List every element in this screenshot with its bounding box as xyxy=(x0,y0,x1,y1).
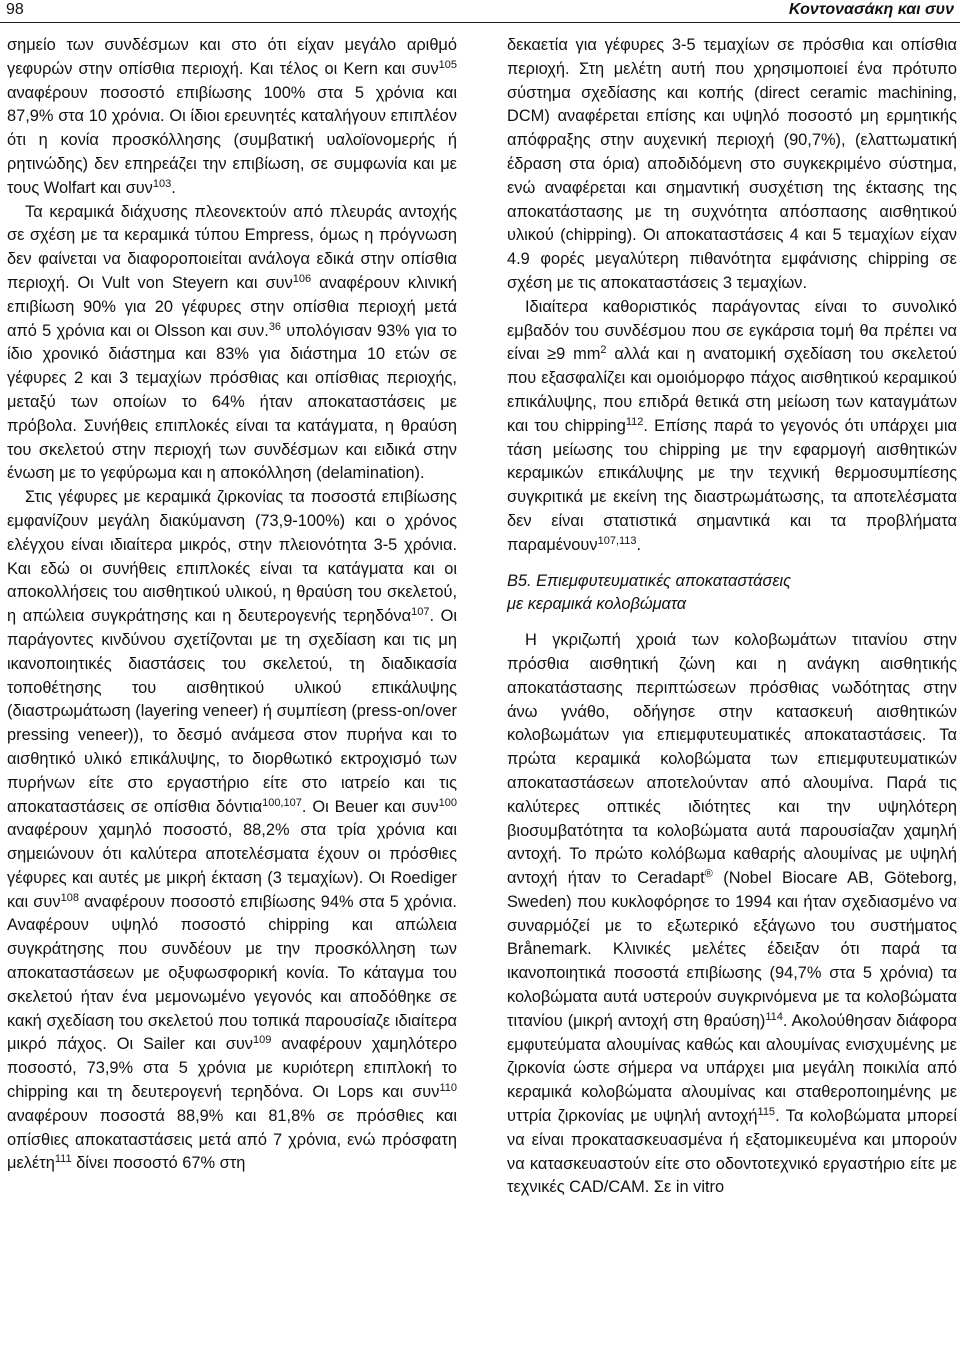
left-column xyxy=(7,34,457,1176)
citation: 107,113 xyxy=(597,534,637,547)
citation: 108 xyxy=(60,891,79,904)
citation: 105 xyxy=(438,58,457,71)
right-column xyxy=(507,34,957,1200)
paragraph: Ιδιαίτερα καθοριστικός παράγοντας είναι το συνολικό εμβαδόν του συνδέσμου που σε εγκάρσια τομή θα πρέπει να είναι ≥9 $mm^2$ αλλά και η ανατομική σχεδίαση του σκελετού που εξασφαλίζει και ομοιόμορφο πάχος αισθητικού κεραμικού επικάλυψης, που επιδρά θετικά στη μείωση των καταγμάτων και του chipping$^{112}$. Επίσης παρά το γεγονός ότι υπάρχει μια τάση μείωσης του chipping με την εφαρμογή αισθητικών κεραμικών επικάλυψης με την τεχνική θερμοσυμπίεσης συγκριτικά με εκείνη της διαστρωμάτωσης, τα αποτελέσματα δεν είναι στατιστικά σημαντικά και τα προβλήματα παραμένουν$^{107,113}$. xyxy=(507,297,957,554)
citation: 115 xyxy=(757,1106,776,1119)
paragraph: Τα κεραμικά διάχυσης πλεονεκτούν από πλευράς αντοχής σε σχέση με τα κεραμικά τύπου Empress, όμως η πρόγνωση δεν φαίνεται να διαφοροποιείται ανάλογα εδικά στην οπίσθια περιοχή. Οι Vult von Steyern και συν$^{106}$ αναφέρουν κλινική επιβίωση 90% για 20 γέφυρες στην οπίσθια περιοχή μετά από 5 χρόνια και οι Olsson και συν.$^{36}$ υπολόγισαν 93% για το ίδιο χρονικό διάστημα και 83% για διάστημα 10 ετών σε γέφυρες 2 και 3 τεμαχίων πρόσθιας και οπίσθιας περιοχής, μεταξύ των οποίων το 64% ήταν αποκαταστάσεις με πρόβολα. Συνήθεις επιπλοκές είναι τα κατάγματα, η θραύση του σκελετού στην περιοχή των συνδέσμων και ειδικά στην ένωση με το γεφύρωμα και η αποκόλληση (delamination). xyxy=(7,202,457,483)
citation: 114 xyxy=(765,1010,783,1023)
citation: 111 xyxy=(54,1153,72,1166)
registered-mark: ® xyxy=(704,868,713,881)
citation: 100,107 xyxy=(262,796,302,809)
paragraph: Η γκριζωπή χροιά των κολοβωμάτων τιτανίου στην πρόσθια αισθητική ζώνη και η ανάγκη αισθητικής αποκατάστασης περιπτώσεων πρόσθιας νωδότητας στην άνω γνάθο, οδήγησε στην κατασκευή αισθητικών κολοβωμάτων για επιεμφυτευματικές αποκαταστάσεις. Τα πρώτα κεραμικά κολοβώματα των επιεμφυτευματικών αποκαταστάσεων αποτελούνταν από αλουμίνα. Παρά τις καλύτερες οπτικές ιδιότητες και την υψηλότερη βιοσυμβατότητα τα κολοβώματα αυτά παρουσίαζαν χαμηλή αντοχή. Το πρώτο κολόβωμα καθαρής αλουμίνας με υψηλή αντοχή ήταν το Ceradapt® (Nobel Biocare AB, Göteborg, Sweden) που κυκλοφόρησε το 1994 και ήταν σχεδιασμένο να συναρμόζεί με το εξωτερικό εξάγωνο του συστήματος Brånemark. Κλινικές μελέτες έδειξαν ότι παρά τα ικανοποιητικά ποσοστά επιβίωσης (94,7% στα 5 χρόνια) τα κολοβώματα αυτά υστερούν συγκρινόμενα με τα κολοβώματα τιτανίου (μικρή αντοχή στη θραύση)$^{114}$. Ακολούθησαν διάφορα εμφυτεύματα αλουμίνας καθώς και αλουμίνας ενισχυμένης με ζιρκονία ώστε σήμερα να υπάρχει μια μεγάλη ποικιλία από κεραμικά κολοβώματα αλουμίνας και σταθεροποιημένης με υττρία ζιρκονίας με υψηλή αντοχή$^{115}$. Τα κολοβώματα μπορεί να είναι προκατασκευασμένα ή εξατομικευμένα και μπορούν να κατασκευαστούν είτε στο οδοντοτεχνικό εργαστήριο είτε με τεχνικές CAD/CAM. Σε in vitro xyxy=(507,631,957,1197)
paragraph: δεκαετία για γέφυρες 3-5 τεμαχίων σε πρόσθια και οπίσθια περιοχή. Στη μελέτη αυτή που χρησιμοποιεί ένα πρότυπο σύστημα σχεδίασης και κοπής (direct ceramic machining, DCM) αναφέρεται επίσης και υψηλό ποσοστό μη ερμητικής απόφραξης στην αυχενική περιοχή (90,7%), (ελαττωματική έδραση στα όρια) αποδιδόμενη στο συγκεκριμένο σύστημα, ενώ αναφέρεται και σημαντική συσχέτιση της έκτασης της αποκατάστασης με τη συχνότητα απόσπασης αισθητικού υλικού (chipping). Οι αποκαταστάσεις 4 και 5 τεμαχίων είχαν 4.9 φορές μεγαλύτερη πιθανότητα εμφάνισης chipping σε σχέση με τις αποκαταστάσεις 3 τεμαχίων. xyxy=(507,36,957,292)
geq-symbol: ≥ xyxy=(547,345,557,364)
header-rule xyxy=(0,22,960,23)
page-number: 98 xyxy=(6,1,24,18)
citation: 112 xyxy=(625,415,644,428)
superscript: 2 xyxy=(600,344,607,357)
citation: 110 xyxy=(439,1082,457,1095)
citation: 107 xyxy=(411,606,430,619)
page-header xyxy=(0,0,960,22)
running-head-author: Κοντονασάκη και συν xyxy=(788,1,954,18)
citation: 109 xyxy=(252,1034,272,1047)
citation: 103 xyxy=(152,177,172,190)
citation: 106 xyxy=(292,272,312,285)
section-heading: Β5. Επιεμφυτευματικές αποκαταστάσεις με κεραμικά κολοβώματα xyxy=(507,571,792,614)
paragraph: Στις γέφυρες με κεραμικά ζιρκονίας τα ποσοστά επιβίωσης εμφανίζουν μεγάλη διακύμανση (73,9-100%) και ο χρόνος ελέγχου είναι ιδιαίτερα μικρός, στην πλειονότητα 3-5 χρόνια. Και εδώ οι συνήθεις επιπλοκές είναι τα κατάγματα και οι αποκολλήσεις του αισθητικού υλικού, η θραύση του σκελετού, η απώλεια συγκράτησης και η δευτερογενής τερηδόνα$^{107}$. Οι παράγοντες κινδύνου σχετίζονται με τη σχεδίαση και τις μη ικανοποιητικές διαστάσεις του σκελετού, τη διαδικασία τοποθέτησης του αισθητικού υλικού επικάλυψης (διαστρωμάτωση (layering veneer) ή συμπίεση (press-on/over pressing veneer)), το δεσμό ανάμεσα στον πυρήνα και το αισθητικό υλικό επικάλυψης, το διορθωτικό εκτροχισμό των πυρήνων είτε στο εργαστήριο είτε στο ιατρείο και τις αποκαταστάσεις σε οπίσθια δόντια$^{100,107}$. Οι Beuer και συν$^{100}$ αναφέρουν χαμηλό ποσοστό, 88,2% στα τρία χρόνια και σημειώνουν ότι καλύτερα αποτελέσματα έχουν οι πρόσθιες γέφυρες και αυτές με μικρή έκταση (3 τεμαχίων). Οι Roediger και συν$^{108}$ αναφέρουν ποσοστό επιβίωσης 94% στα 5 χρόνια. Αναφέρουν υψηλό ποσοστό chipping και απώλεια συγκράτησης που συνδέουν με την προσκόλληση των αποκαταστάσεων με οξυφωσφορική κονία. Το κάταγμα του σκελετού ήταν ένα μεμονωμένο γεγονός και αποδόθηκε σε κακή σχεδίαση του σκελετού που τοπικά παρουσίαζε ιδιαίτερα μικρό πάχος. Οι Sailer και συν$^{109}$ αναφέρουν χαμηλότερο ποσοστό, 73,9% στα 5 χρόνια με κυριότερη επιπλοκή το chipping και τη δευτερογενή τερηδόνα. Οι Lops και συν$^{110}$ αναφέρουν ποσοστά 88,9% και 81,8% σε πρόσθιες και οπίσθιες αποκαταστάσεις μετά από 7 χρόνια, ενώ πρόσφατη μελέτη$^{111}$ δίνει ποσοστό 67% στη xyxy=(7,488,458,1173)
paragraph: σημείο των συνδέσμων και στο ότι είχαν μεγάλο αριθμό γεφυρών στην οπίσθια περιοχή. Και τέλος οι Kern και συν$^{105}$ αναφέρουν ποσοστό επιβίωσης 100% στα 5 χρόνια και 87,9% στα 10 χρόνια. Οι ίδιοι ερευνητές καταλήγουν επιπλέον ότι η κονία προσκόλλησης (συμβατική υαλοϊονομερής ή ρητινώδης) δεν επηρεάζει την επιβίωση, σε συμφωνία και με τους Wolfart και συν$^{103}$. xyxy=(7,36,457,197)
citation: 36 xyxy=(268,320,282,333)
citation: 100 xyxy=(438,796,457,809)
